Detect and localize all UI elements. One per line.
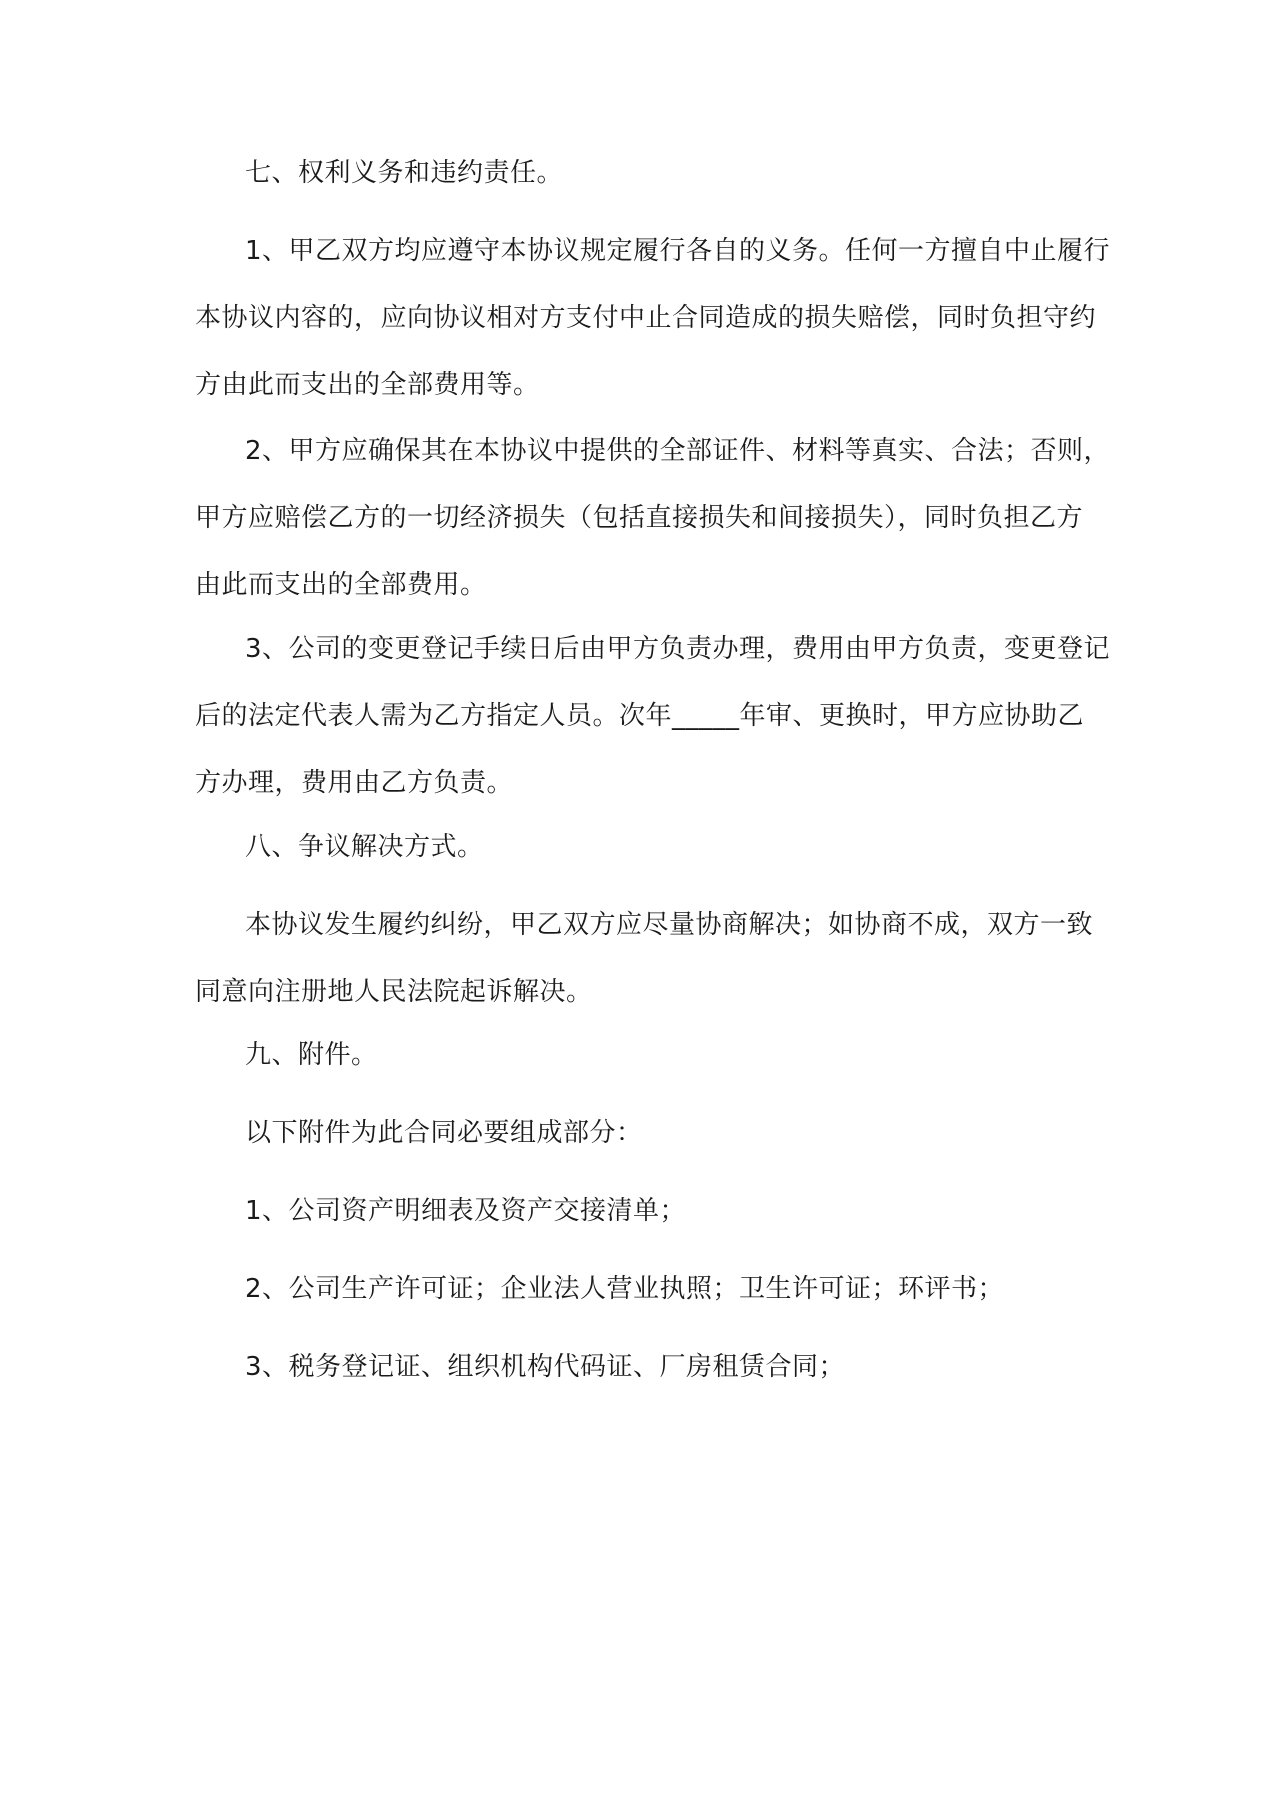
text-line: 2、甲方应确保其在本协议中提供的全部证件、材料等真实、合法；否则， <box>245 436 1111 466</box>
section-heading-9 <box>195 1022 1095 1089</box>
text-line: 后的法定代表人需为乙方指定人员。次年_____年审、更换时，甲方应协助乙 <box>195 701 1085 731</box>
section-heading-7 <box>195 140 1095 207</box>
text-line: 本协议内容的，应向协议相对方支付中止合同造成的损失赔偿，同时负担守约 <box>195 303 1097 333</box>
text-line: 同意向注册地人民法院起诉解决。 <box>195 977 593 1007</box>
text-line: 甲方应赔偿乙方的一切经济损失（包括直接损失和间接损失），同时负担乙方 <box>195 503 1084 533</box>
paragraph-7-3 <box>195 616 1111 817</box>
paragraph-7-2 <box>195 418 1111 619</box>
section-heading-8 <box>195 814 1095 881</box>
text-line: 1、公司资产明细表及资产交接清单； <box>245 1196 687 1226</box>
text-line: 1、甲乙双方均应遵守本协议规定履行各自的义务。任何一方擅自中止履行 <box>245 236 1111 266</box>
paragraph-9-intro <box>195 1100 1095 1167</box>
attachment-item-3 <box>195 1334 1095 1401</box>
text-line: 九、附件。 <box>245 1040 378 1070</box>
text-line: 2、公司生产许可证；企业法人营业执照；卫生许可证；环评书； <box>245 1274 1005 1304</box>
text-line: 方办理，费用由乙方负责。 <box>195 768 514 798</box>
attachment-item-2 <box>195 1256 1095 1323</box>
text-line: 方由此而支出的全部费用等。 <box>195 370 540 400</box>
text-line: 3、公司的变更登记手续日后由甲方负责办理，费用由甲方负责，变更登记 <box>245 634 1111 664</box>
attachment-item-1 <box>195 1178 1095 1245</box>
text-line: 本协议发生履约纠纷，甲乙双方应尽量协商解决；如协商不成，双方一致 <box>245 910 1094 940</box>
text-line: 以下附件为此合同必要组成部分： <box>245 1118 643 1148</box>
paragraph-7-1 <box>195 218 1111 419</box>
paragraph-8-1 <box>195 892 1095 1026</box>
text-line: 由此而支出的全部费用。 <box>195 570 487 600</box>
text-line: 3、税务登记证、组织机构代码证、厂房租赁合同； <box>245 1352 846 1382</box>
text-line: 七、权利义务和违约责任。 <box>245 158 564 188</box>
text-line: 八、争议解决方式。 <box>245 832 484 862</box>
